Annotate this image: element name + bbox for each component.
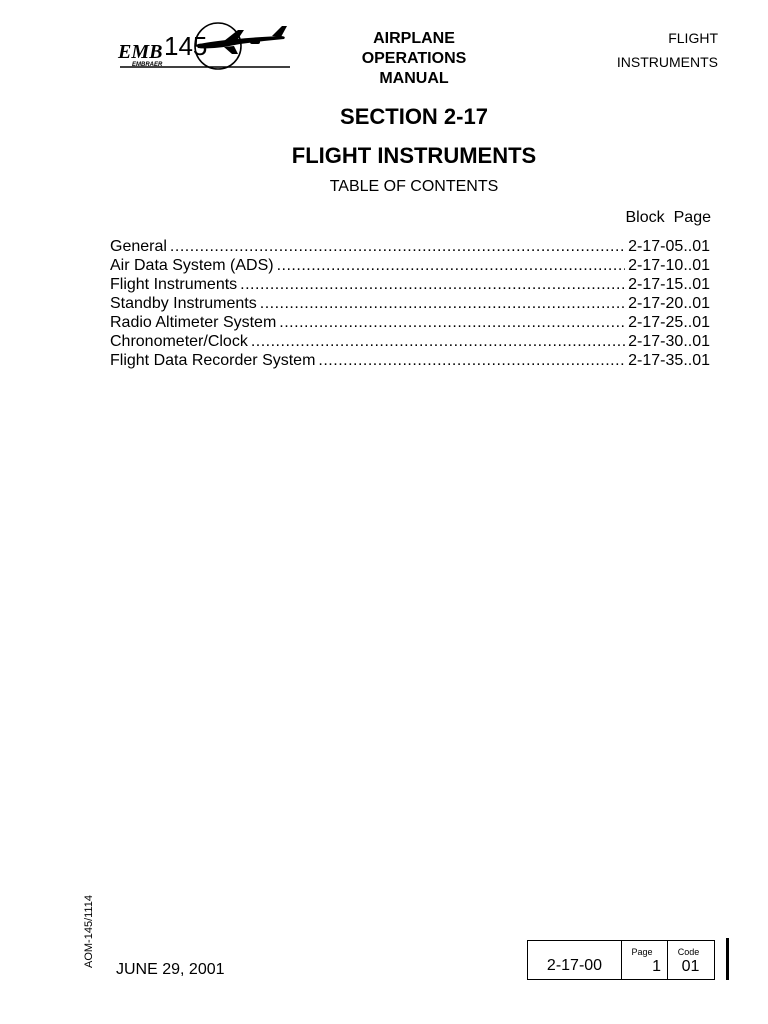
dot-leader <box>251 332 625 351</box>
toc-separator: .. <box>683 257 693 274</box>
toc-entry-title: Chronometer/Clock <box>110 333 248 350</box>
manual-title <box>340 29 488 89</box>
toc-column-headers <box>626 209 712 227</box>
dot-leader <box>260 294 625 313</box>
table-of-contents <box>110 237 710 370</box>
manual-title-line: OPERATIONS <box>361 50 467 67</box>
toc-entry-block: 2-17-25 <box>628 314 684 331</box>
toc-entry[interactable] <box>110 294 710 313</box>
toc-separator: .. <box>683 238 693 255</box>
toc-entry-block: 2-17-30 <box>628 333 684 350</box>
code-label: Code <box>677 947 700 957</box>
toc-entry-block: 2-17-15 <box>628 276 684 293</box>
toc-entry[interactable] <box>110 237 710 256</box>
toc-entry-title: General <box>110 238 167 255</box>
toc-entry[interactable] <box>110 332 710 351</box>
toc-entry-title: Standby Instruments <box>110 295 257 312</box>
dot-leader <box>279 313 625 332</box>
section-title: FLIGHT INSTRUMENTS <box>291 143 537 168</box>
code-cell <box>667 941 714 979</box>
chapter-line: FLIGHT <box>668 30 718 46</box>
document-code: AOM-145/1114 <box>83 895 95 968</box>
toc-separator: .. <box>683 314 693 331</box>
toc-entry-page: 01 <box>692 352 710 369</box>
revision-bar <box>726 938 729 980</box>
toc-entry-page: 01 <box>692 314 710 331</box>
toc-separator: .. <box>683 333 693 350</box>
page-identification-box <box>527 940 715 980</box>
toc-separator: .. <box>683 276 693 293</box>
page-label: Page <box>631 947 653 957</box>
toc-entry-page: 01 <box>692 257 710 274</box>
toc-entry-block: 2-17-05 <box>628 238 684 255</box>
dot-leader <box>318 351 625 370</box>
manual-title-line: AIRPLANE <box>373 30 455 47</box>
page-number: 1 <box>652 958 661 975</box>
toc-separator: .. <box>683 295 693 312</box>
dot-leader <box>277 256 626 275</box>
block-cell <box>528 941 622 979</box>
toc-entry-block: 2-17-20 <box>628 295 684 312</box>
dot-leader <box>170 237 625 256</box>
revision-date: JUNE 29, 2001 <box>116 961 225 978</box>
chapter-name <box>617 26 718 74</box>
toc-entry-title: Flight Instruments <box>110 276 238 293</box>
manual-title-line: MANUAL <box>379 70 449 87</box>
toc-entry-page: 01 <box>692 295 710 312</box>
dot-leader <box>240 275 625 294</box>
toc-separator: .. <box>683 352 693 369</box>
toc-entry-title: Flight Data Recorder System <box>110 352 316 369</box>
toc-entry-title: Radio Altimeter System <box>110 314 277 331</box>
toc-entry[interactable] <box>110 313 710 332</box>
svg-text:145: 145 <box>164 31 208 61</box>
page-cell <box>621 941 668 979</box>
toc-entry-page: 01 <box>692 333 710 350</box>
toc-entry-block: 2-17-10 <box>628 257 684 274</box>
chapter-line: INSTRUMENTS <box>616 54 718 70</box>
toc-entry-title: Air Data System (ADS) <box>110 257 274 274</box>
toc-entry-block: 2-17-35 <box>628 352 684 369</box>
airplane-logo-icon <box>112 20 292 72</box>
toc-entry-page: 01 <box>692 276 710 293</box>
block-number: 2-17-00 <box>546 957 603 974</box>
toc-entry[interactable] <box>110 351 710 370</box>
toc-entry[interactable] <box>110 275 710 294</box>
section-number: SECTION 2-17 <box>340 104 488 129</box>
toc-heading: TABLE OF CONTENTS <box>329 178 499 195</box>
svg-text:EMBRAER: EMBRAER <box>132 62 163 68</box>
page-column-header: Page <box>673 209 711 226</box>
code-number: 01 <box>681 958 700 975</box>
svg-text:EMB: EMB <box>118 41 163 63</box>
toc-entry-page: 01 <box>692 238 710 255</box>
embraer-logo <box>112 20 292 72</box>
toc-entry[interactable] <box>110 256 710 275</box>
block-column-header: Block <box>625 209 665 226</box>
